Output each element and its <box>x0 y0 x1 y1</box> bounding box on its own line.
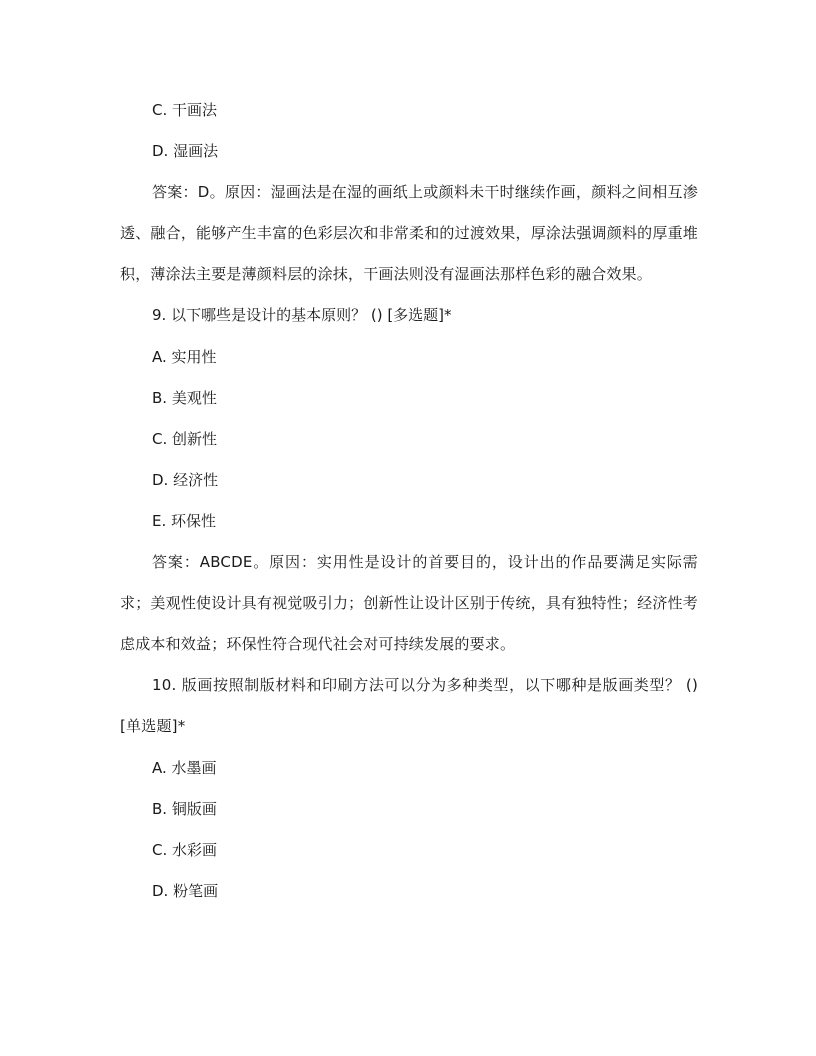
q9-option-e: E. 环保性 <box>152 511 217 530</box>
q10-option-b: B. 铜版画 <box>152 799 217 818</box>
q9-option-a: A. 实用性 <box>152 347 217 366</box>
q9-question: 9. 以下哪些是设计的基本原则？ () [多选题]* <box>152 306 452 325</box>
q8-option-d: D. 湿画法 <box>152 142 219 161</box>
q9-option-b: B. 美观性 <box>152 388 217 407</box>
q10-option-d: D. 粉笔画 <box>152 881 219 900</box>
q10-option-c: C. 水彩画 <box>152 840 218 859</box>
q8-option-c: C. 干画法 <box>152 101 218 119</box>
document-content <box>120 90 698 912</box>
q9-option-c: C. 创新性 <box>152 429 218 448</box>
q8-answer: 答案：D。原因：湿画法是在湿的画纸上或颜料未干时继续作画，颜料之间相互渗透、融合，能够产生丰富的色彩层次和非常柔和的过渡效果，厚涂法强调颜料的厚重堆积，薄涂法主要是薄颜料层的涂抹，干画法则没有湿画法那样色彩的融合效果。 <box>120 183 698 284</box>
q9-answer: 答案：ABCDE。原因：实用性是设计的首要目的，设计出的作品要满足实际需求；美观性使设计具有视觉吸引力；创新性让设计区别于传统，具有独特性；经济性考虑成本和效益；环保性符合现代社会对可持续发展的要求。 <box>120 553 698 654</box>
q10-option-a: A. 水墨画 <box>152 758 217 777</box>
q9-option-d: D. 经济性 <box>152 470 219 489</box>
q10-question: 10. 版画按照制版材料和印刷方法可以分为多种类型，以下哪种是版画类型？ () [单选题]* <box>120 676 698 736</box>
